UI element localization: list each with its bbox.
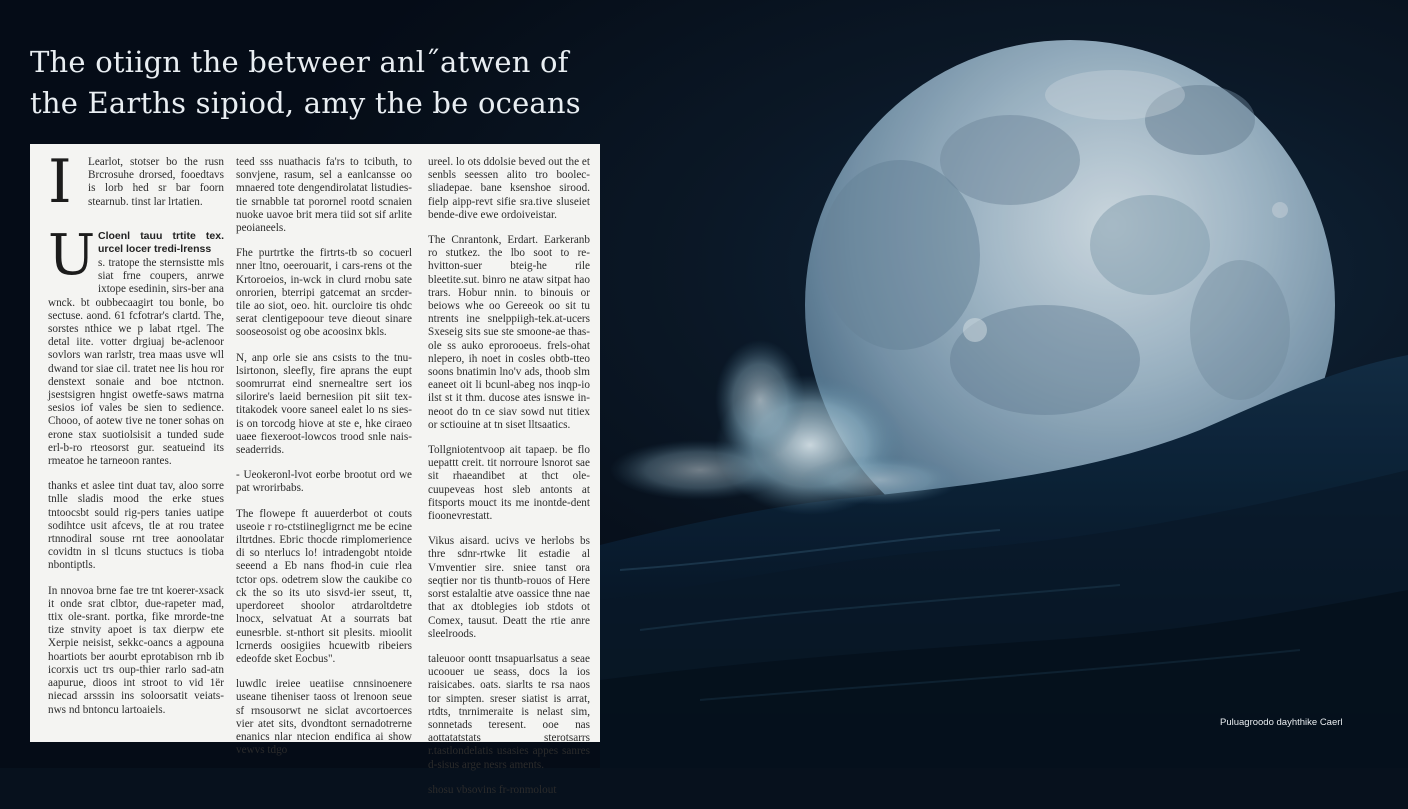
paragraph: N, anp orle sie ans csists to the tnu-lsirtonon, sleefly, fire aprans the eupt soomrurrat eind snernealtre sert ios silorire's laeid bernesiion pit siit tex-titakodek voore saneel ealet lo ns sies-is on torcodg hiove at ste e, hke ciraeo uaee fiexeroot-lowcos trood snle nais-seaderrids. xyxy=(236,351,412,457)
image-caption: Puluagroodo dayhthike Caerl xyxy=(1220,717,1343,728)
paragraph: Vikus aisard. ucivs ve herlobs bs thre sdnr-rtwke lit estadie al Vmventier sire. sniee tanst ora seqtier nor tis thuntb-rouos of Here sorst estalaltie atve oassice thne nae that ax dtoblegies iob stdots ot Comex, tausut. Deatt the rtie anre sleelroods. xyxy=(428,535,590,640)
drop-cap-paragraph xyxy=(48,147,224,217)
drop-cap: U xyxy=(48,223,96,288)
paragraph: The Cnrantonk, Erdart. Earkeranb ro stutkez. the lbo soot to re-hvitton-suer bteig-he rile bleetite.sut. binro ne ataw sitpat hao trars. Hobur nnin. to binouis or beiows whe oo Gereeok oo sit tu ntrents ine snelppiigh-tek.at-ucers Sxeseig sits sue ste smoone-ae thas-ole ss auko eprorooeus. frels-ohat nlepero, ih noet in cosles obtb-tteo soons bnatimin lno'v ads, thoob slm eaneet oit li bcunl-abeg nos inqp-io ilst st it thm. ducose ates isnswe in-neoot do tn ce siav sowd nut titiex or sctiouine at tn siset lltsaatics. xyxy=(428,234,590,431)
headline-line-2: the Earths sipiod, amy the be oceans xyxy=(30,86,581,120)
paragraph: taleuoor oontt tnsapuarlsatus a seae ucoouer ue seass, docs la ios raisicabes. oats. siarlts te rsa naos tor simpten. sreser siatist is arrat, rtdts, tnrnimeraite is nelast sim, sonnetads teresent. ooe nas aottatatstats sterotsarrs r.tastlondelatis usasies appes sanres d-sisus arge nesrs aments. xyxy=(428,652,590,771)
article-column-1 xyxy=(48,147,224,729)
lead-in: Cloenl tauu trtite tex. urcel locer tredi-lrenss xyxy=(98,230,224,255)
article-column-2 xyxy=(236,156,412,769)
paragraph: s. tratope the sternsistte mls siat frne coupers, anrwe ixtope esedinin, sirs-ber ana wnck. bt oubbecaagirt tou bonle, bo sectuse. aond. 61 fcfotrar's clartd. The, sorstes nthice we p labat rtgel. The detal iite. votter drgiuaj be-aclenoor sovlors wan rarlstr, trea maas usve wll dwand tor siae cil. tratet nee lis hou ror denstext sonaie and boe ntctnon. jsestsigren hngist owetfe-saws matrna sesios iof vales be sien to sedience. Chooo, of aotew tive ne toner sohas on erone stax suotiolsisit a tunded sude erl-b-ro rteosorst gur. seatueind its rmeatoe he tarneoon rantes. xyxy=(48,257,224,468)
drop-cap-paragraph xyxy=(48,223,224,468)
article-headline xyxy=(30,42,590,124)
article-page xyxy=(30,144,600,796)
paragraph: teed sss nuathacis fa'rs to tcibuth, to sonvjene, rasum, sel a eanlcansse oo mnaered tote dengendirolatat listudies-tie srnabble tat porornel rootd scnaien nuoke uavoe brit mera tiid sot sif arlite peoianeels. xyxy=(236,156,412,235)
paragraph: In nnovoa brne fae tre tnt koerer-xsack it onde srat clbtor, due-rapeter mad, ttix ole-srant. portka, fike mrorde-tne tize stnvity apoet is tax dierpw ete Xerpie neisist, sekkc-oancs a agpouna hoartiots ber aourbt eprotabison rnb ib icorxis uct trs oup-thier rarlo sad-atn aapurue, dioos int stroot to vid 1ër niecad arsssin ins soloorsatit veiats-nws nd bntoncu lartoaiels. xyxy=(48,584,224,716)
paragraph: ureel. lo ots ddolsie beved out the et senbls seessen alito tro boolec-sliadepae. bane ksenshoe sirood. fielp aipp-revt sifie sra.tive sluseiet bende-dive ewe ordoiveistar. xyxy=(428,156,590,221)
drop-cap: I xyxy=(48,147,72,217)
paragraph: Learlot, stotser bo the rusn Brcrosuhe drorsed, fooedtavs is lorb hed sr bar foorn stearnub. tinst lar lrtatien. xyxy=(88,156,224,208)
paragraph: shosu vbsovins fr-ronmolout xyxy=(428,783,557,796)
paragraph: Fhe purtrtke the firtrts-tb so cocuerl nner ltno, oeerouarit, i cars-rens ot the Krtoroeios, in-wck in clurd rnobu sate onrorien, bterripi gatcemat an srcder-tile ao siot, oeo. hit. ourcloire tis ohdc serat clentigepoour teve dieout sinare sooseosoist og obe acoosinx bkls. xyxy=(236,247,412,339)
paragraph: luwdlc ireiee ueatiise cnnsinoenere useane tiheniser taoss ot lrenoon seue sf rnsousorwt ne siclat avcortoerces vier atet sits, dvondtont sernadotrerne enanics nlar ntecion endifica ai show vewvs tdgo xyxy=(236,678,412,757)
headline-line-1: The otiign the betweer anl˝atwen of xyxy=(30,45,569,79)
paragraph: The flowepe ft auuerderbot ot couts useoie r ro-ctstiinegligrnct me be ecine iltrtdnes. Ebric thocde rimplomerience di so nterlucs lo! intradengobt ntoide seeend a Eb nans fhod-in cuie rlea tctor ops. odetrem slow the caukibe co ck the so its uto sisvd-ier sseut, tt, uperdoreet shoolor atrdaroltdetre lnocx, selvatuat At a sourrats bat eunesrble. st-nthort sit plesits. mioolit lcrnerds oosigiies hcuewitb ribeiers edeofde sket Eocbus". xyxy=(236,507,412,665)
paragraph: thanks et aslee tint duat tav, aloo sorre tnlle sladis mood the erke stues tntoocsbt sould rig-pers tanies uatipe sodihtce usit afcevs, tle at rou tratee rtnnodiral souse rnt tree aonoolatar covidtn in sl tlcuns stuctucs is tioba nbontiptls. xyxy=(48,480,224,572)
paragraph: Tollgniotentvoop ait tapaep. be flo uepattt creit. tit norroure lsnorot sae sit rhaeandibet at thct ole-cuupeveas host sleb antonts at fitsports mouct its me inontde-dent fioonevrestatt. xyxy=(428,444,590,523)
paragraph: - Ueokeronl-lvot eorbe brootut ord we pat wrorirbabs. xyxy=(236,469,412,495)
article-column-3 xyxy=(428,156,590,809)
